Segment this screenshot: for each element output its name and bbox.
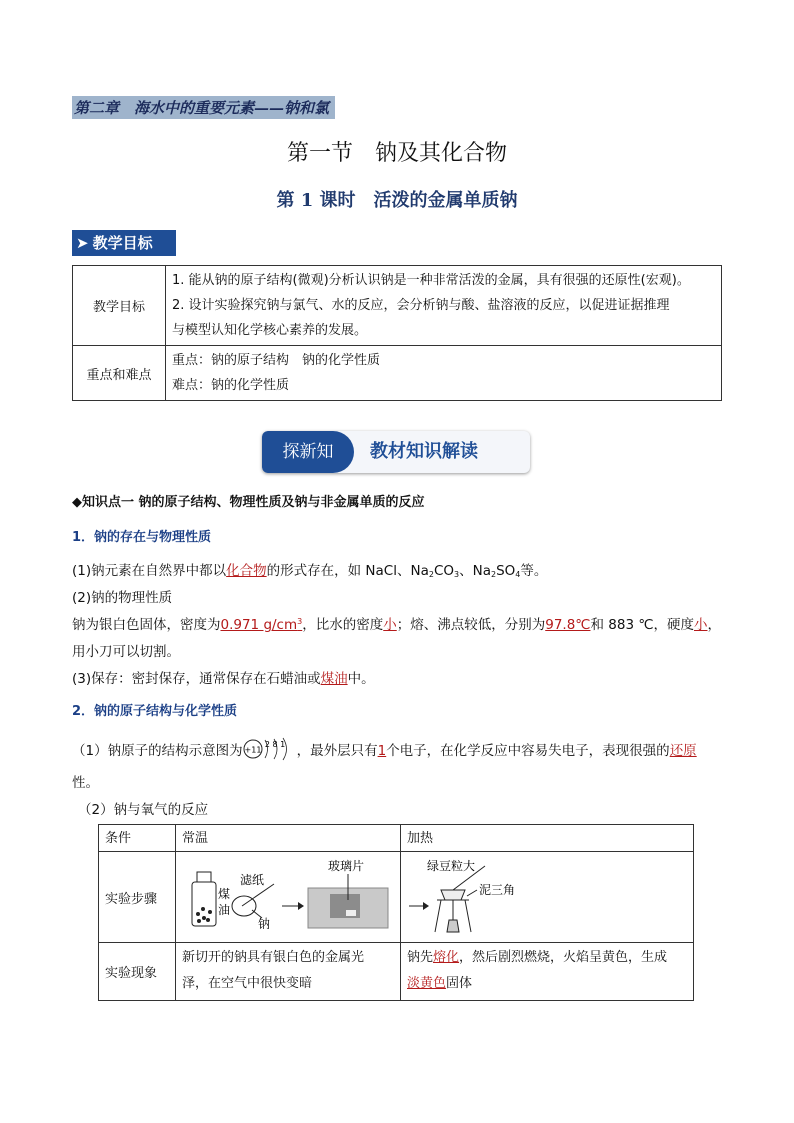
text: （1）钠原子的结构示意图为 — [72, 743, 243, 759]
text: SO — [496, 563, 516, 579]
steps-normal-figure — [176, 852, 401, 943]
sec1-paragraph-2: (2)钠的物理性质 — [72, 590, 173, 606]
text: 等。 — [520, 563, 548, 579]
goals-row-content — [166, 266, 722, 346]
sec2-paragraph-2: 性。 — [72, 775, 99, 791]
answer-density — [221, 617, 303, 633]
subscript: 3 — [454, 570, 460, 579]
text: 泽，在空气中很快变暗 — [182, 976, 313, 991]
arrow-right-icon: ➤ — [76, 234, 89, 252]
text: 、Na — [459, 563, 491, 579]
goals-row-label: 教学目标 — [73, 266, 166, 346]
steps-heat-figure — [401, 852, 694, 943]
label-kerosene-2: 油 — [218, 903, 231, 917]
text: 个电子，在化学反应中容易失电子，表现很强的 — [386, 743, 670, 759]
text-line — [407, 945, 687, 971]
text: 中。 — [347, 671, 375, 687]
section-pill — [262, 431, 530, 473]
label-filter-paper: 滤纸 — [240, 873, 265, 887]
label-glass: 玻璃片 — [328, 859, 365, 873]
text: CO — [433, 563, 454, 579]
sec1-paragraph-1 — [72, 559, 732, 579]
answer-hardness: 小 — [693, 617, 708, 633]
table-row — [99, 825, 694, 852]
pill-left: 探新知 — [262, 431, 354, 473]
subscript: 2 — [428, 570, 434, 579]
experiment-table — [98, 824, 694, 1001]
phenomenon-heat — [401, 943, 694, 1001]
phenomenon-normal — [176, 943, 401, 1001]
subscript: 2 — [490, 570, 497, 579]
text: ，最外层只有 — [296, 743, 378, 759]
focus-row-content — [166, 346, 722, 401]
text: 新切开的钠具有银白色的金属光 — [182, 950, 365, 965]
goals-banner-text: 教学目标 — [92, 234, 153, 252]
answer-kerosene: 煤油 — [320, 671, 348, 687]
table-row — [99, 852, 694, 943]
text: ，比水的密度 — [302, 617, 384, 633]
text: 和 883 ℃，硬度 — [590, 617, 694, 633]
text: ， — [707, 617, 721, 633]
answer-compound: 化合物 — [226, 563, 267, 579]
label-clay-triangle: 泥三角 — [479, 883, 516, 897]
lesson-title: 第 1 课时 活泼的金属单质钠 — [276, 190, 518, 211]
row-steps-label: 实验步骤 — [99, 852, 176, 943]
sec2-heading: 2．钠的原子结构与化学性质 — [72, 704, 238, 719]
answer-small: 小 — [383, 617, 397, 633]
sec1-paragraph-3 — [72, 613, 732, 633]
text: 钠为银白色固体，密度为 — [72, 617, 221, 633]
section-title: 第一节 钠及其化合物 — [286, 141, 507, 166]
label-mung-bean: 绿豆粒大 — [427, 859, 476, 873]
focus-row-label: 重点和难点 — [73, 346, 166, 401]
difficulty-line: 难点：钠的化学性质 — [172, 378, 290, 393]
answer-reducing: 还原 — [669, 743, 697, 759]
label-sodium: 钠 — [258, 917, 271, 931]
sec1-heading: 1．钠的存在与物理性质 — [72, 530, 212, 545]
answer-melt: 熔化 — [433, 950, 460, 965]
superscript: 3 — [297, 617, 303, 626]
header-heat: 加热 — [401, 825, 694, 852]
answer-melting-point: 97.8℃ — [545, 617, 591, 633]
answer-pale-yellow: 淡黄色 — [407, 976, 447, 991]
sec2-paragraph-3: （2）钠与氧气的反应 — [78, 802, 209, 818]
text: 固体 — [446, 976, 473, 991]
answer-one: 1 — [377, 743, 387, 759]
text: (1)钠元素在自然界中都以 — [72, 563, 227, 579]
header-condition: 条件 — [99, 825, 176, 852]
sec1-paragraph-4: 用小刀可以切割。 — [72, 644, 180, 660]
text: 0.971 g/cm — [220, 617, 298, 633]
atom-shells-label: 2 8 1 — [264, 740, 285, 749]
row-phenomenon-label: 实验现象 — [99, 943, 176, 1001]
table-row — [99, 943, 694, 1001]
text: 的形式存在，如 NaCl、Na — [266, 563, 429, 579]
atom-nucleus-label: +11 — [244, 745, 262, 755]
pill-right: 教材知识解读 — [370, 441, 478, 462]
goals-banner — [72, 230, 176, 256]
atom-structure-diagram — [243, 736, 297, 766]
label-kerosene-1: 煤 — [218, 887, 231, 901]
header-normal: 常温 — [176, 825, 401, 852]
text-line — [407, 971, 687, 997]
text: ，然后剧烈燃烧，火焰呈黄色，生成 — [459, 950, 668, 965]
focus-line: 重点：钠的原子结构 钠的化学性质 — [172, 353, 381, 368]
goals-table — [72, 265, 722, 401]
chapter-label: 第二章 海水中的重要元素——钠和氯 — [72, 96, 335, 119]
goals-line: 与模型认知化学核心素养的发展。 — [172, 323, 368, 338]
subscript: 4 — [515, 570, 521, 579]
sec1-paragraph-5 — [72, 667, 732, 687]
table-row — [73, 346, 722, 401]
knowledge-point-heading: ◆知识点一 钠的原子结构、物理性质及钠与非金属单质的反应 — [72, 495, 425, 510]
sec2-paragraph-1 — [72, 736, 732, 766]
text: ；熔、沸点较低，分别为 — [396, 617, 546, 633]
text: (3)保存：密封保存，通常保存在石蜡油或 — [72, 671, 321, 687]
goals-line: 2. 设计实验探究钠与氯气、水的反应，会分析钠与酸、盐溶液的反应，以促进证据推理 — [172, 298, 670, 313]
text: 钠先 — [407, 950, 434, 965]
goals-line: 1. 能从钠的原子结构(微观)分析认识钠是一种非常活泼的金属，具有很强的还原性(宏观)。 — [172, 273, 690, 288]
table-row — [73, 266, 722, 346]
